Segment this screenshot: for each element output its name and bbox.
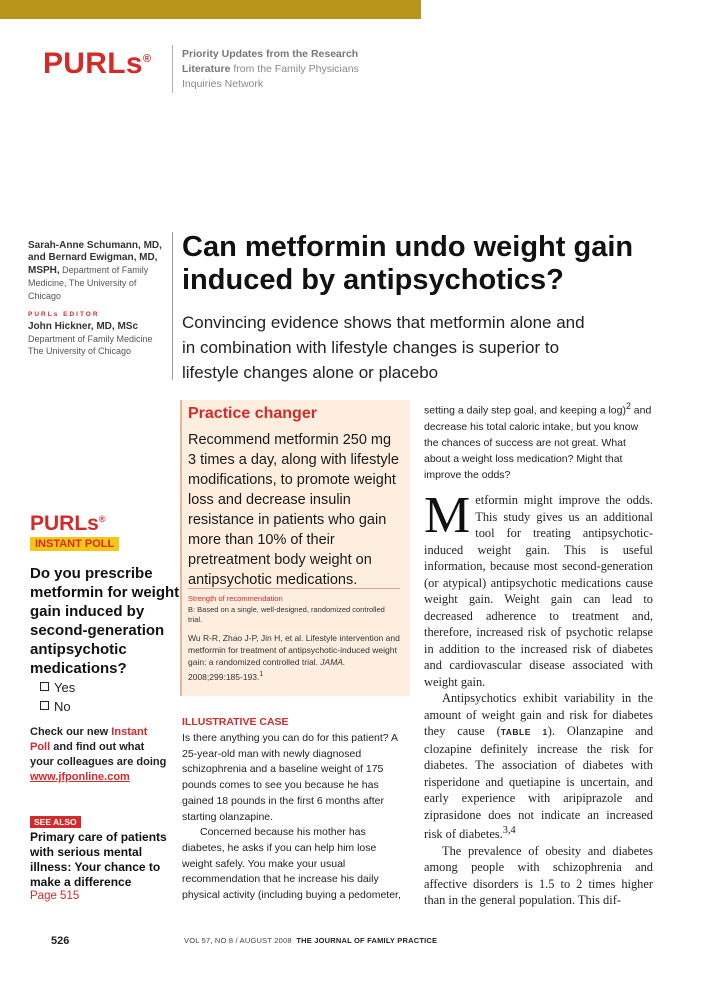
illustrative-case-heading: ILLUSTRATIVE CASE bbox=[182, 716, 289, 728]
poll-purls-logo: PURLs® bbox=[30, 512, 106, 535]
instant-poll-badge: INSTANT POLL bbox=[30, 537, 119, 551]
author-affiliation: Department of Family Medicine, The University of Chicago bbox=[28, 265, 149, 301]
checkbox-icon bbox=[40, 682, 49, 691]
poll-question: Do you prescribe metformin for weight gain induced by second-generation antipsychotic medications? bbox=[30, 565, 180, 677]
editor-affiliation-2: The University of Chicago bbox=[28, 346, 132, 356]
illustrative-case-text: Is there anything you can do for this patient? A 25-year-old man with newly diagnosed schizophrenia and a baseline weight of 175 pounds comes to see you because he has gained 18 pounds in the first 6 months after starting olanzapine. Concerned because his mother has diabetes, he asks if you can help him lose weight safely. You make your usual recommendation that he increase his daily physical activity (including buying a pedometer, bbox=[182, 732, 401, 902]
see-also-badge: SEE ALSO bbox=[30, 816, 81, 828]
editor-affiliation-1: Department of Family Medicine bbox=[28, 334, 153, 344]
page-number: 526 bbox=[51, 935, 70, 947]
author-names: Sarah-Anne Schumann, MD, and Bernard Ewigman, MD, MSPH, bbox=[28, 240, 162, 276]
see-also-title: Primary care of patients with serious mental illness: Your chance to make a difference bbox=[30, 830, 167, 889]
purls-description: Priority Updates from the Research Literature from the Family Physicians Inquiries Network bbox=[182, 48, 359, 90]
checkbox-icon bbox=[40, 701, 49, 710]
poll-call-to-action: Check our new Instant Poll and find out what your colleagues are doing www.jfponline.com bbox=[30, 726, 167, 783]
practice-changer-heading: Practice changer bbox=[188, 405, 317, 422]
see-also-page: Page 515 bbox=[30, 890, 80, 902]
article-subtitle: Convincing evidence shows that metformin alone and in combination with lifestyle changes is superior to lifestyle changes alone or placebo bbox=[182, 313, 585, 382]
article-title: Can metformin undo weight gain induced by antipsychotics? bbox=[182, 231, 634, 296]
sor-label: Strength of recommendation bbox=[188, 594, 283, 603]
sor-text: B: Based on a single, well-designed, randomized controlled trial. bbox=[188, 605, 385, 624]
journal-footer: VOL 57, NO 8 / AUGUST 2008 THE JOURNAL OF FAMILY PRACTICE bbox=[184, 936, 438, 945]
article-body: Metformin might improve the odds. This study gives us an additional tool for treating antipsychotic-induced weight gain. This is useful information, because most second-generation (or atypical) antipsychotic medications cause weight gain. Weight gain can lead to decreased adherence to treatment and, therefore, increased risk of psychotic relapse in addition to the increased risk of diabetes and cardiovascular disease associated with weight gain. Antipsychotics exhibit variability in the amount of weight gain and risk for diabetes they cause (TABLE 1). Olanzapine and clozapine definitely increase the risk for diabetes. The association of diabetes with risperidone and quetiapine is uncertain, and early experience with aripiprazole and ziprasidone does not indicate an increased risk of diabetes.$^{3,4}$ The prevalence of obesity and diabetes among people with schizophrenia and affective disorders is 1.5 to 2 times higher than in the general population. This dif- bbox=[424, 487, 654, 908]
header-divider bbox=[172, 45, 173, 93]
poll-option-no: No bbox=[40, 699, 71, 714]
top-color-bar bbox=[0, 0, 421, 19]
title-divider bbox=[172, 232, 173, 380]
jfponline-link: www.jfponline.com bbox=[30, 771, 130, 783]
editor-label: PURLs EDITOR bbox=[28, 311, 100, 318]
practice-changer-text: Recommend metformin 250 mg 3 times a day, along with lifestyle modifications, to promote weight loss and decrease insulin resistance in patients who gain more than 10% of their pretreatment body weight on antipsychotic medications. bbox=[188, 432, 399, 588]
practice-changer-divider bbox=[188, 588, 400, 589]
author-block bbox=[28, 240, 168, 303]
drop-cap: M bbox=[424, 487, 471, 544]
editor-block bbox=[28, 321, 168, 357]
illustrative-case-continued: setting a daily step goal, and keeping a log)$^2$ and decrease his total caloric intake, but you know the chances of success are not great. What about a weight loss medication? Might that improve the odds? bbox=[424, 401, 652, 481]
poll-option-yes: Yes bbox=[40, 680, 75, 695]
purls-logo: PURLs® bbox=[43, 47, 152, 80]
study-citation: Wu R-R, Zhao J-P, Jin H, et al. Lifestyle intervention and metformin for treatment of antipsychotic-induced weight gain: a randomized controlled trial. JAMA. 2008;299:185-193.$^1$ bbox=[188, 633, 400, 682]
editor-name: John Hickner, MD, MSc bbox=[28, 321, 139, 332]
